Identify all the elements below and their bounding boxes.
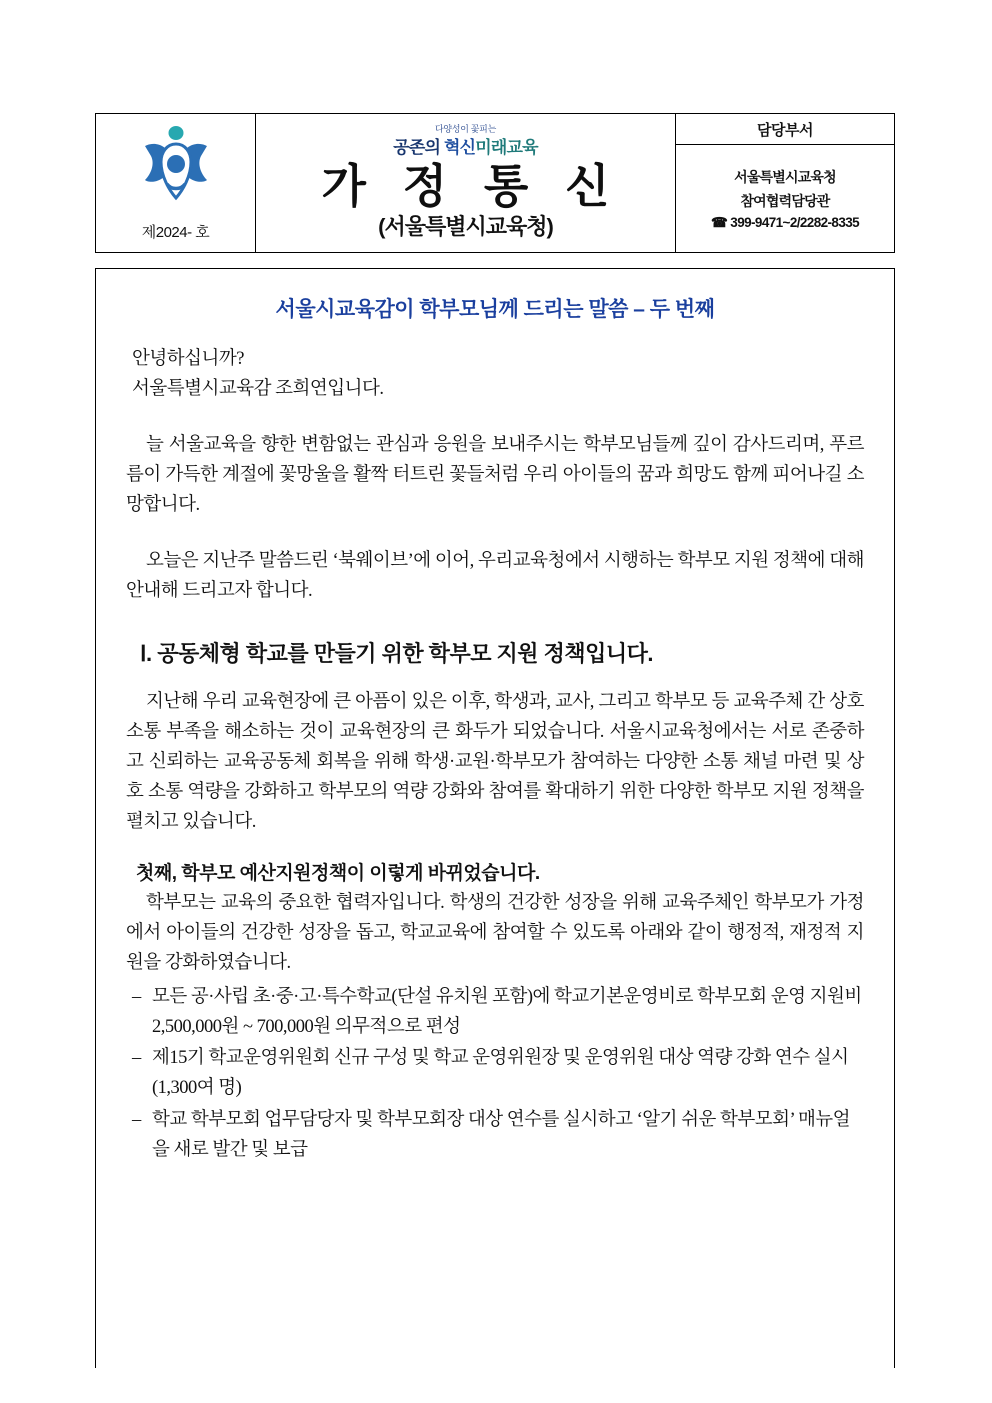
paragraph-1: 늘 서울교육을 향한 변함없는 관심과 응원을 보내주시는 학부모님들께 깊이 감사드리며, 푸르름이 가득한 계절에 꽃망울을 활짝 터트린 꽃들처럼 우리 아이들의 꿈과 희망도 함께 피어나길 소망합니다. xyxy=(126,434,864,515)
newsletter-title: 가 정 통 신 xyxy=(321,160,622,212)
spacer xyxy=(126,838,864,858)
document-body xyxy=(95,268,895,1368)
list-item: – 제15기 학교운영위원회 신규 구성 및 학교 운영위원장 및 운영위원 대상 역량 강화 연수 실시(1,300여 명) xyxy=(126,1044,864,1104)
paragraph-3: 지난해 우리 교육현장에 큰 아픔이 있은 이후, 학생과, 교사, 그리고 학부모 등 교육주체 간 상호 소통 부족을 해소하는 것이 교육현장의 큰 화두가 되었습니다. 서울시교육청에서는 서로 존중하고 신뢰하는 교육공동체 회복을 위해 학생·교원·학부모가 참여하는 다양한 소통 채널 마련 및 상호 소통 역량을 강화하고 학부모의 역량 강화와 참여를 확대하기 위한 다양한 학부모 지원 정책을 펼치고 있습니다. xyxy=(126,691,864,832)
seoul-education-emblem-icon xyxy=(139,124,213,202)
slogan-small: 다양성이 꽃피는 xyxy=(435,124,496,134)
slogan-word-1: 공존의 xyxy=(393,138,441,157)
slogan-main xyxy=(393,133,538,158)
department-org: 서울특별시교육청 xyxy=(734,168,836,185)
subheading-1: 첫째, 학부모 예산지원정책이 이렇게 바뀌었습니다. xyxy=(136,862,540,884)
list-item: – 모든 공·사립 초·중·고·특수학교(단설 유치원 포함)에 학교기본운영비로 학부모회 운영 지원비 2,500,000원 ~ 700,000원 의무적으로 편성 xyxy=(126,983,864,1043)
masthead xyxy=(95,113,895,253)
slogan-block xyxy=(256,120,675,160)
department-team: 참여협력담당관 xyxy=(740,192,830,209)
page-title: 서울시교육감이 학부모님께 드리는 말씀 – 두 번째 xyxy=(275,298,715,321)
section-heading-1: Ⅰ. 공동체형 학교를 만들기 위한 학부모 지원 정책입니다. xyxy=(140,640,654,666)
greeting-line-1: 안녕하십니까? xyxy=(132,349,244,369)
department-label: 담당부서 xyxy=(676,114,894,145)
spacer xyxy=(126,405,864,431)
slogan-word-3: 미래교육 xyxy=(475,138,538,157)
paragraph-4: 학부모는 교육의 중요한 협력자입니다. 학생의 건강한 성장을 위해 교육주체인 학부모가 가정에서 아이들의 건강한 성장을 돕고, 학교교육에 참여할 수 있도록 아래와 같이 행정적, 재정적 지원을 강화하였습니다. xyxy=(126,892,864,973)
masthead-logo-cell xyxy=(96,114,256,252)
issue-number: 제2024- 호 xyxy=(141,224,210,241)
bullet-list xyxy=(126,983,864,1167)
slogan-word-2: 혁신 xyxy=(444,138,476,157)
greeting-line-2: 서울특별시교육감 조희연입니다. xyxy=(132,378,384,399)
list-item: – 학교 학부모회 업무담당자 및 학부모회장 대상 연수를 실시하고 ‘알기 쉬운 학부모회’ 매뉴얼을 새로 발간 및 보급 xyxy=(126,1106,864,1166)
spacer xyxy=(126,521,864,547)
department-info xyxy=(676,145,894,252)
newsletter-subtitle: (서울특별시교육청) xyxy=(378,214,553,240)
paragraph-2: 오늘은 지난주 말씀드린 ‘북웨이브’에 이어, 우리교육청에서 시행하는 학부모 지원 정책에 대해 안내해 드리고자 합니다. xyxy=(126,550,864,601)
masthead-title-cell xyxy=(256,114,676,252)
department-phone: ☎ 399-9471~2/2282-8335 xyxy=(710,214,860,230)
department-cell xyxy=(676,114,894,252)
